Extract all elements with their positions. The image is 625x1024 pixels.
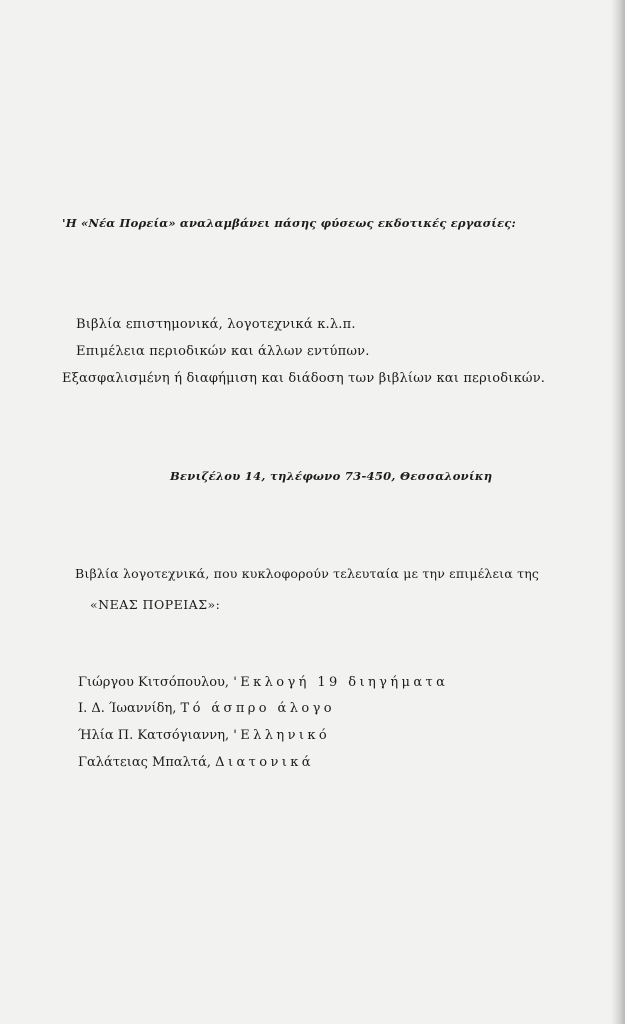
book-title: Τό άσπρο άλογο — [180, 701, 336, 716]
service-item-distribution: Εξασφαλισμένη ή διαφήμιση και διάδοση των βιβλίων και περιοδικών. — [62, 371, 546, 386]
book-entry — [78, 675, 448, 690]
book-entry — [78, 701, 335, 716]
publisher-name: «ΝΕΑΣ ΠΟΡΕΙΑΣ»: — [90, 597, 221, 612]
book-author: Ήλία Π. Κατσόγιαννη, — [78, 728, 230, 743]
service-item-periodicals: Επιμέλεια περιοδικών και άλλων εντύπων. — [76, 344, 370, 359]
book-author: Ι. Δ. Ίωαννίδη, — [78, 701, 177, 716]
book-entry — [78, 728, 330, 743]
publisher-address: Βενιζέλου 14, τηλέφωνο 73-450, Θεσσαλονίκη — [170, 469, 493, 483]
book-title: 'Ελληνικό — [233, 728, 331, 743]
book-title: 'Εκλογή 19 διηγήματα — [233, 675, 449, 690]
book-entry — [78, 755, 314, 770]
publisher-services-heading: 'Η «Νέα Πορεία» αναλαμβάνει πάσης φύσεως εκδοτικές εργασίες: — [62, 216, 516, 230]
recent-books-heading: Βιβλία λογοτεχνικά, που κυκλοφορούν τελευταία με την επιμέλεια της — [75, 566, 540, 581]
book-author: Γιώργου Κιτσόπουλου, — [78, 675, 230, 690]
service-item-books: Βιβλία επιστημονικά, λογοτεχνικά κ.λ.π. — [76, 317, 356, 332]
book-title: Διατονικά — [215, 755, 314, 770]
book-author: Γαλάτειας Μπαλτά, — [78, 755, 212, 770]
page-edge-shadow — [611, 0, 625, 1024]
